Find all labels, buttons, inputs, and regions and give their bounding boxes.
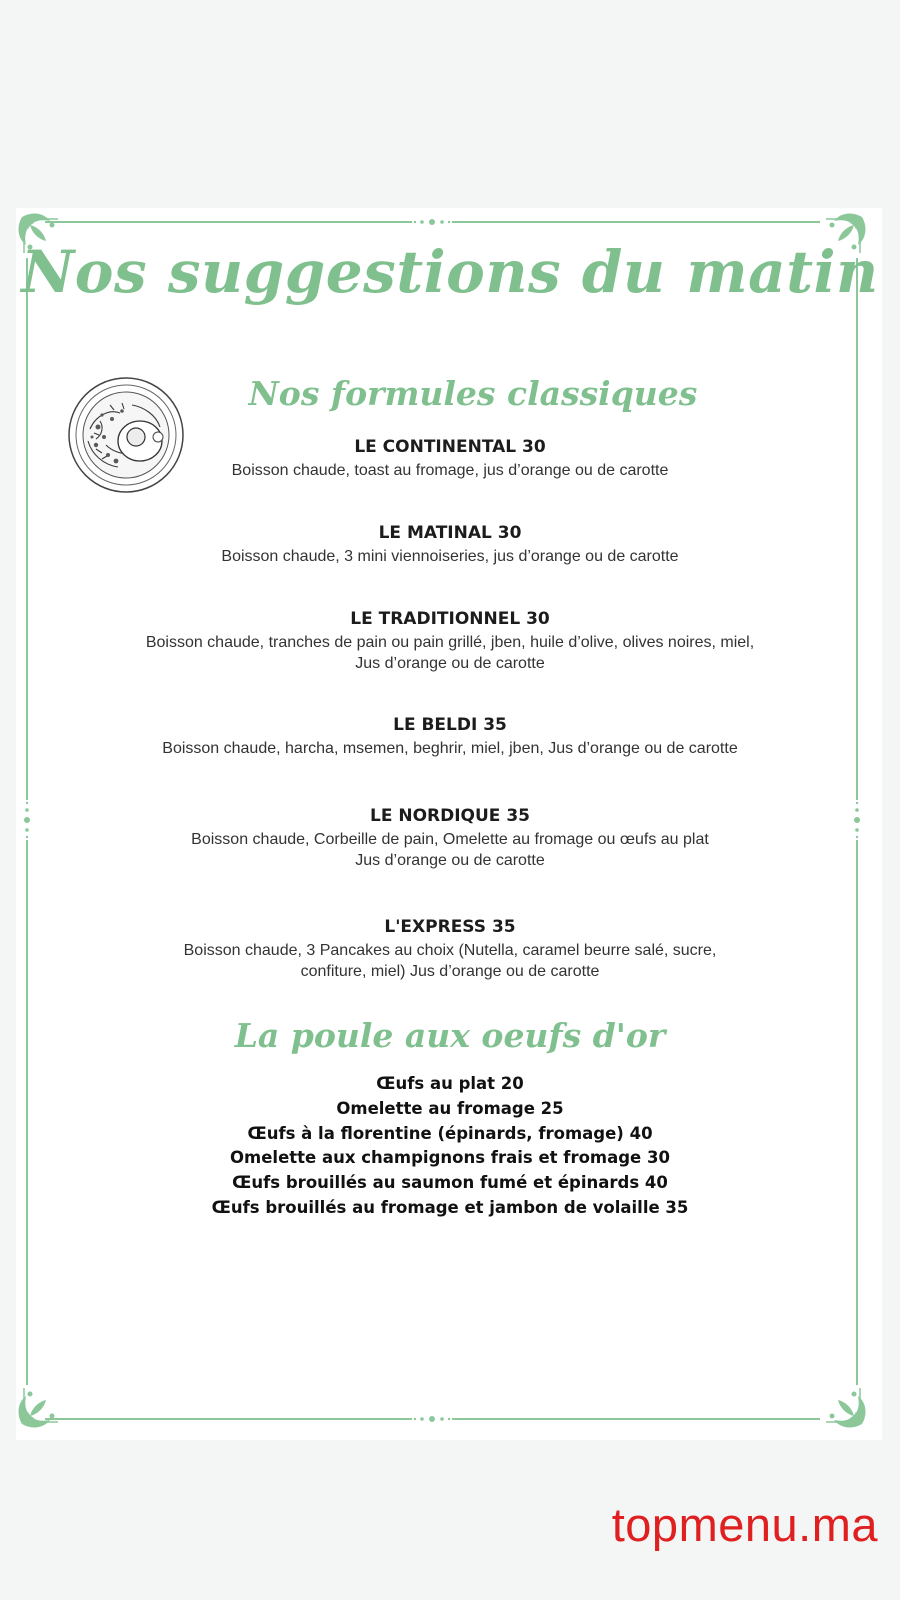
egg-dishes-list xyxy=(95,1072,805,1221)
menu-item-description: Boisson chaude, tranches de pain ou pain grillé, jben, huile d’olive, olives noires, miel, Jus d’orange ou de carotte xyxy=(145,634,755,672)
brand-watermark: topmenu.ma xyxy=(611,1498,878,1551)
section-title-poule-aux-oeufs: La poule aux oeufs d'or xyxy=(234,1016,666,1055)
menu-item xyxy=(95,803,805,871)
section-title-formules-classiques: Nos formules classiques xyxy=(248,374,698,413)
list-item: Œufs brouillés au saumon fumé et épinards 40 xyxy=(232,1173,668,1193)
list-item: Omelette aux champignons frais et fromage 30 xyxy=(230,1148,670,1168)
menu-item xyxy=(95,520,805,567)
frame-left-ornament-icon xyxy=(24,802,30,838)
menu-item-name: LE TRADITIONNEL 30 xyxy=(350,609,550,629)
menu-item xyxy=(95,434,805,481)
menu-item-description: Boisson chaude, toast au fromage, jus d’orange ou de carotte xyxy=(231,462,669,479)
menu-item-name: L'EXPRESS 35 xyxy=(384,917,516,937)
menu-item-name: LE CONTINENTAL 30 xyxy=(354,437,546,457)
corner-ornament-icon xyxy=(19,1388,58,1427)
corner-ornament-icon xyxy=(826,1388,865,1427)
menu-item-name: LE MATINAL 30 xyxy=(378,523,522,543)
menu-item-description: Boisson chaude, 3 Pancakes au choix (Nutella, caramel beurre salé, sucre, confiture, miel) Jus d’orange ou de carotte xyxy=(183,942,717,980)
frame-right-ornament-icon xyxy=(854,802,860,838)
frame-top-center-ornament-icon xyxy=(414,219,450,225)
menu-item-name: LE NORDIQUE 35 xyxy=(369,806,530,826)
list-item: Omelette au fromage 25 xyxy=(336,1098,564,1118)
frame-bottom-center-ornament-icon xyxy=(414,1416,450,1422)
menu-item-description: Boisson chaude, 3 mini viennoiseries, jus d’orange ou de carotte xyxy=(221,548,679,565)
menu-item xyxy=(95,914,805,982)
menu-item-description: Boisson chaude, Corbeille de pain, Omelette au fromage ou œufs au plat Jus d’orange ou de carotte xyxy=(191,831,709,869)
list-item: Œufs à la florentine (épinards, fromage) 40 xyxy=(247,1123,653,1143)
menu-title: Nos suggestions du matin xyxy=(21,238,879,306)
list-item: Œufs brouillés au fromage et jambon de volaille 35 xyxy=(211,1197,689,1217)
list-item: Œufs au plat 20 xyxy=(376,1074,524,1093)
menu-item xyxy=(95,712,805,759)
menu-item xyxy=(95,606,805,674)
menu-item-description: Boisson chaude, harcha, msemen, beghrir, miel, jben, Jus d’orange ou de carotte xyxy=(162,740,738,757)
menu-item-name: LE BELDI 35 xyxy=(393,715,507,735)
